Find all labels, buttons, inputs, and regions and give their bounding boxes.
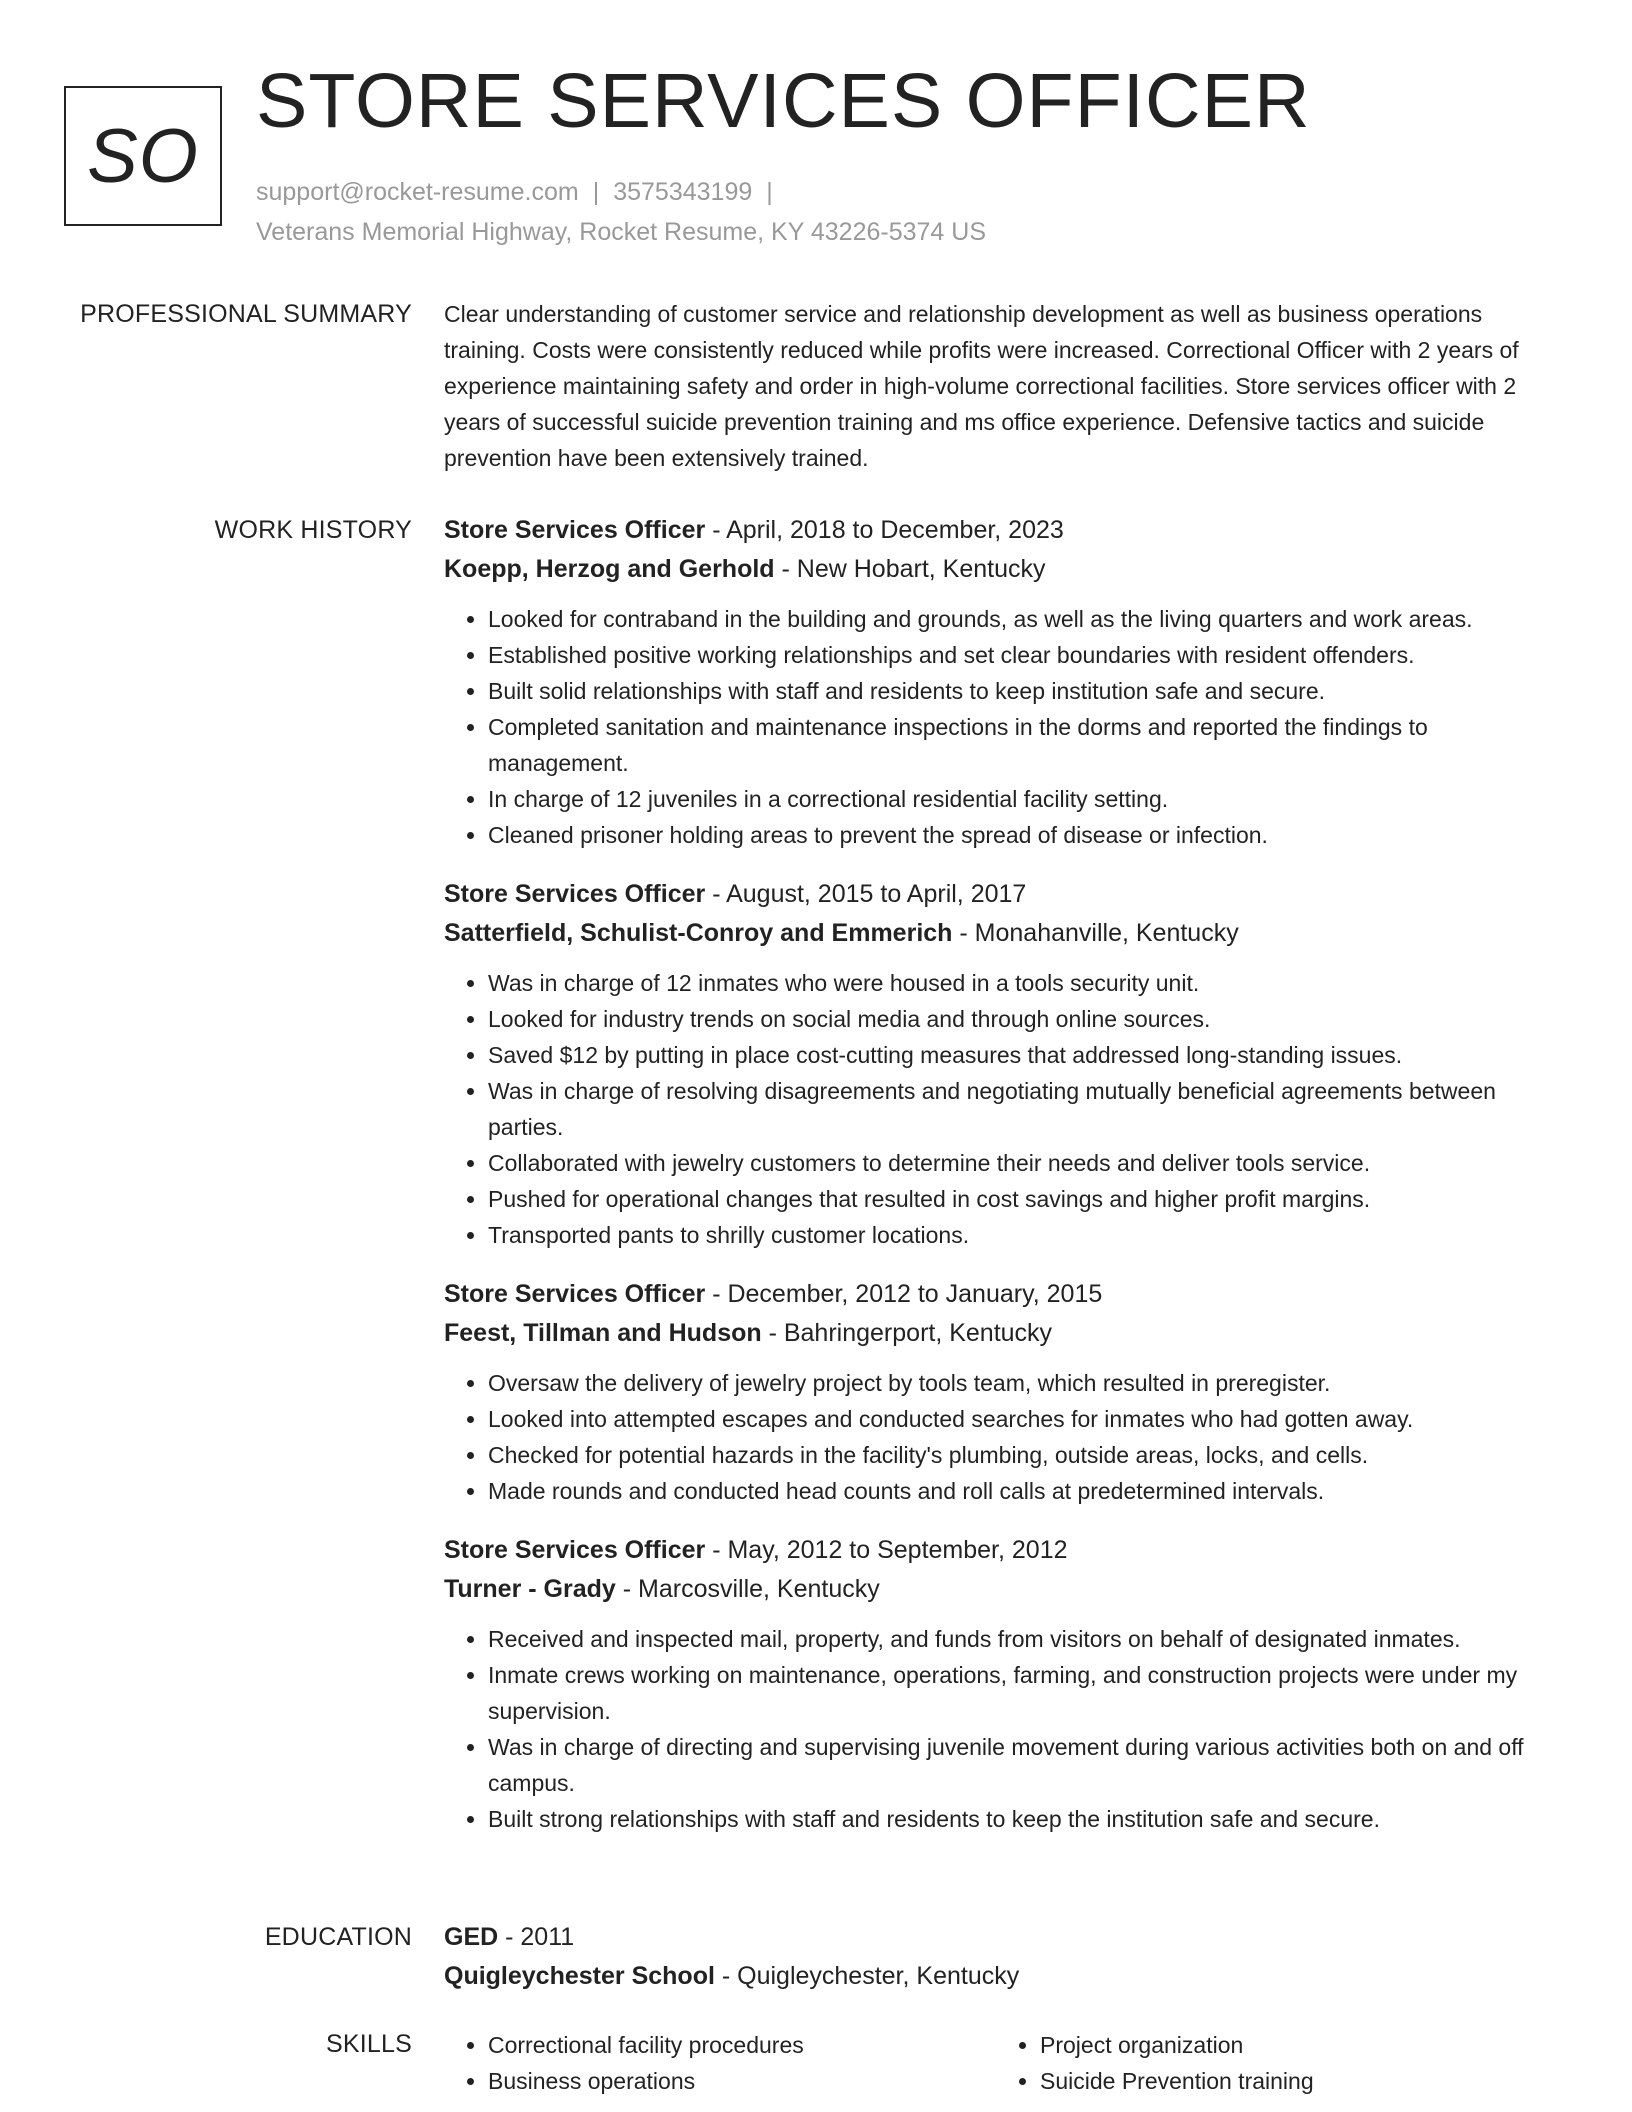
- skills-column-right: [996, 2027, 1540, 2099]
- bullet-item: • Received and inspected mail, property, and funds from visitors on behalf of designated inmates.: [488, 1621, 1564, 1657]
- bullet-item: • Collaborated with jewelry customers to determine their needs and deliver tools service.: [488, 1145, 1564, 1181]
- resume-title: STORE SERVICES OFFICER: [256, 58, 1311, 144]
- job-location: - Monahanville, Kentucky: [952, 919, 1239, 947]
- job-company-line: [444, 1314, 1564, 1353]
- school-name: Quigleychester School: [444, 1962, 715, 1990]
- skill-item: • Project organization: [1040, 2027, 1540, 2063]
- company-name: Koepp, Herzog and Gerhold: [444, 555, 775, 583]
- school-line: [444, 1957, 1564, 1996]
- job-title: Store Services Officer: [444, 880, 706, 908]
- bullet-item: • Looked into attempted escapes and conducted searches for inmates who had gotten away.: [488, 1401, 1564, 1437]
- separator: |: [766, 178, 773, 206]
- section-heading-education: EDUCATION: [264, 1923, 412, 1951]
- job-bullets: [444, 601, 1564, 853]
- job-title-line: [444, 1275, 1564, 1314]
- degree-line: [444, 1918, 1564, 1957]
- skill-item: • Correctional facility procedures: [488, 2027, 988, 2063]
- bullet-item: • Built solid relationships with staff and residents to keep institution safe and secure.: [488, 673, 1564, 709]
- job-title-line: [444, 511, 1564, 550]
- education-body: [444, 1918, 1564, 1996]
- job-bullets: [444, 965, 1564, 1253]
- work-history-body: [444, 511, 1564, 1837]
- section-heading-skills: SKILLS: [326, 2030, 412, 2058]
- bullet-item: • Was in charge of directing and supervising juvenile movement during various activities both on and off campus.: [488, 1729, 1564, 1801]
- contact-line-1: [256, 172, 986, 212]
- section-heading-summary: PROFESSIONAL SUMMARY: [80, 300, 412, 328]
- phone-number[interactable]: 3575343199: [613, 178, 753, 206]
- bullet-item: • Built strong relationships with staff and residents to keep the institution safe and secure.: [488, 1801, 1564, 1837]
- bullet-item: • Looked for contraband in the building and grounds, as well as the living quarters and work areas.: [488, 601, 1564, 637]
- job-entry: [444, 1275, 1564, 1509]
- contact-info: [256, 172, 986, 252]
- job-location: - Bahringerport, Kentucky: [761, 1319, 1053, 1347]
- bullet-item: • Transported pants to shrilly customer locations.: [488, 1217, 1564, 1253]
- company-name: Feest, Tillman and Hudson: [444, 1319, 762, 1347]
- address: Veterans Memorial Highway, Rocket Resume, KY 43226-5374 US: [256, 218, 986, 246]
- job-bullets: [444, 1621, 1564, 1837]
- graduation-year: - 2011: [498, 1923, 575, 1951]
- monogram-logo: [64, 86, 222, 226]
- section-heading-work: WORK HISTORY: [214, 516, 412, 544]
- school-location: - Quigleychester, Kentucky: [714, 1962, 1020, 1990]
- job-title: Store Services Officer: [444, 1280, 706, 1308]
- bullet-item: • Checked for potential hazards in the facility's plumbing, outside areas, locks, and cells.: [488, 1437, 1564, 1473]
- job-title-line: [444, 1531, 1564, 1570]
- bullet-item: • In charge of 12 juveniles in a correctional residential facility setting.: [488, 781, 1564, 817]
- bullet-item: • Oversaw the delivery of jewelry project by tools team, which resulted in preregister.: [488, 1365, 1564, 1401]
- job-company-line: [444, 914, 1564, 953]
- job-bullets: [444, 1365, 1564, 1509]
- monogram-text: SO: [87, 113, 199, 199]
- bullet-item: • Pushed for operational changes that resulted in cost savings and higher profit margins.: [488, 1181, 1564, 1217]
- skill-item: • Business operations: [488, 2063, 988, 2099]
- job-dates: - April, 2018 to December, 2023: [705, 516, 1064, 544]
- bullet-item: • Made rounds and conducted head counts and roll calls at predetermined intervals.: [488, 1473, 1564, 1509]
- job-company-line: [444, 1570, 1564, 1609]
- company-name: Satterfield, Schulist-Conroy and Emmerich: [444, 919, 953, 947]
- job-title-line: [444, 875, 1564, 914]
- job-entry: [444, 875, 1564, 1253]
- skills-column-left: [444, 2027, 988, 2099]
- summary-body: [444, 296, 1564, 476]
- job-company-line: [444, 550, 1564, 589]
- bullet-item: • Saved $12 by putting in place cost-cutting measures that addressed long-standing issues.: [488, 1037, 1564, 1073]
- separator: |: [592, 178, 600, 206]
- bullet-item: • Looked for industry trends on social media and through online sources.: [488, 1001, 1564, 1037]
- skill-item: • Suicide Prevention training: [1040, 2063, 1540, 2099]
- skills-body: [444, 2027, 1564, 2099]
- bullet-item: • Inmate crews working on maintenance, operations, farming, and construction projects were under my supervision.: [488, 1657, 1564, 1729]
- job-entry: [444, 511, 1564, 853]
- job-dates: - December, 2012 to January, 2015: [705, 1280, 1103, 1308]
- job-title: Store Services Officer: [444, 516, 706, 544]
- summary-text: Clear understanding of customer service and relationship development as well as business operations training. Costs were consistently reduced while profits were increased. Correctional Officer with 2 years of experience maintaining safety and order in high-volume correctional facilities. Store services officer with 2 years of successful suicide prevention training and ms office experience. Defensive tactics and suicide prevention have been extensively trained.: [444, 301, 1519, 471]
- job-location: - Marcosville, Kentucky: [615, 1575, 880, 1603]
- bullet-item: • Established positive working relationships and set clear boundaries with resident offenders.: [488, 637, 1564, 673]
- bullet-item: • Was in charge of 12 inmates who were housed in a tools security unit.: [488, 965, 1564, 1001]
- degree: GED: [444, 1923, 499, 1951]
- company-name: Turner - Grady: [444, 1575, 616, 1603]
- job-dates: - August, 2015 to April, 2017: [705, 880, 1027, 908]
- email-link[interactable]: support@rocket-resume.com: [256, 178, 579, 206]
- bullet-item: • Completed sanitation and maintenance inspections in the dorms and reported the findings to management.: [488, 709, 1564, 781]
- job-location: - New Hobart, Kentucky: [774, 555, 1046, 583]
- job-title: Store Services Officer: [444, 1536, 706, 1564]
- job-dates: - May, 2012 to September, 2012: [705, 1536, 1068, 1564]
- bullet-item: • Was in charge of resolving disagreements and negotiating mutually beneficial agreements between parties.: [488, 1073, 1564, 1145]
- bullet-item: • Cleaned prisoner holding areas to prevent the spread of disease or infection.: [488, 817, 1564, 853]
- job-entry: [444, 1531, 1564, 1837]
